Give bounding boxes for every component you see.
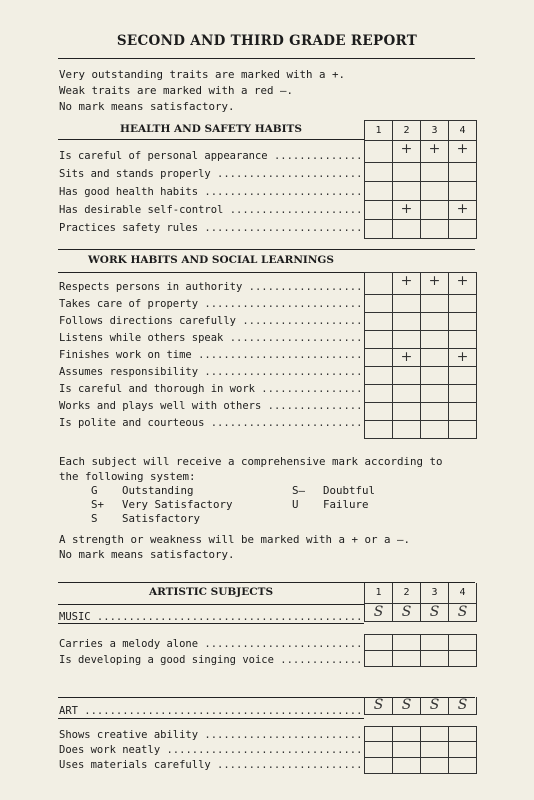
work-grid xyxy=(364,272,477,439)
mark-cell xyxy=(448,758,476,773)
mark-row xyxy=(365,421,476,439)
mark-cell xyxy=(392,313,420,330)
mark-row xyxy=(365,313,476,331)
column-number: 1 xyxy=(375,587,382,598)
mark-cell xyxy=(365,635,392,650)
grading-intro-line: Each subject will receive a comprehensive mark according to xyxy=(59,455,443,468)
mark-cell xyxy=(392,182,420,200)
grading-note-line: No mark means satisfactory. xyxy=(59,548,235,561)
grade-code: G xyxy=(91,484,98,497)
mark-cell xyxy=(420,182,448,200)
mark-cell xyxy=(420,635,448,650)
health-grid xyxy=(364,120,477,239)
mark-cell xyxy=(420,758,448,773)
mark-cell xyxy=(448,182,476,200)
mark-row xyxy=(365,651,476,667)
mark-cell: + xyxy=(448,273,476,294)
mark-cell xyxy=(420,220,448,238)
row-label: Practices safety rules ..... xyxy=(59,222,364,234)
mark-cell xyxy=(365,331,392,348)
intro-text xyxy=(59,67,345,115)
artistic-grid xyxy=(364,583,477,622)
mark-cell xyxy=(448,385,476,402)
mark-cell xyxy=(420,163,448,181)
grading-codes-left xyxy=(91,484,233,526)
grade-code-row xyxy=(91,498,233,512)
mark-cell: + xyxy=(448,141,476,162)
grade-code: S xyxy=(91,512,98,525)
row-label: Works and plays well with others ..... xyxy=(59,400,364,412)
music-mark: S xyxy=(392,604,420,621)
grading-intro-line: the following system: xyxy=(59,470,196,483)
mark-cell xyxy=(448,651,476,666)
mark-cell xyxy=(448,220,476,238)
mark-cell: + xyxy=(392,201,420,219)
mark-cell xyxy=(448,727,476,741)
column-number: 2 xyxy=(392,121,420,140)
row-label: Is careful of personal appearance ..... xyxy=(59,150,364,162)
mark-cell xyxy=(392,220,420,238)
mark-row xyxy=(365,403,476,421)
row-label: Takes care of property ..... xyxy=(59,298,364,310)
mark-cell xyxy=(365,182,392,200)
row-label: Is polite and courteous ..... xyxy=(59,417,364,429)
music-mark-row xyxy=(365,604,476,622)
art-mark: S xyxy=(392,697,420,714)
work-heading: WORK HABITS AND SOCIAL LEARNINGS xyxy=(88,254,334,266)
row-label: Listens while others speak ..... xyxy=(59,332,364,344)
grading-codes-right xyxy=(292,484,375,512)
mark-row xyxy=(365,385,476,403)
column-numbers xyxy=(365,120,476,141)
mark-row xyxy=(365,163,476,182)
row-label: Assumes responsibility ..... xyxy=(59,366,364,378)
intro-line: No mark means satisfactory. xyxy=(59,100,235,113)
mark-cell xyxy=(420,742,448,757)
mark-cell xyxy=(365,201,392,219)
mark-cell xyxy=(365,385,392,402)
mark-cell xyxy=(392,367,420,384)
mark-cell xyxy=(448,331,476,348)
art-mark-row xyxy=(365,697,476,715)
grade-code: S+ xyxy=(91,498,105,511)
column-number: 3 xyxy=(420,583,448,603)
row-label: Sits and stands properly ..... xyxy=(59,168,364,180)
row-label: Does work neatly ..... xyxy=(59,744,364,756)
column-number: 1 xyxy=(375,125,382,136)
mark-row xyxy=(365,758,476,774)
mark-cell xyxy=(448,635,476,650)
grade-meaning: Failure xyxy=(323,498,369,511)
row-label: Is developing a good singing voice ..... xyxy=(59,654,364,666)
row-label: Shows creative ability ..... xyxy=(59,729,364,741)
mark-cell xyxy=(420,295,448,312)
music-underline xyxy=(58,623,364,624)
mark-cell: + xyxy=(448,201,476,219)
mark-cell xyxy=(392,163,420,181)
mark-cell xyxy=(420,201,448,219)
mark-cell: + xyxy=(392,349,420,366)
artistic-heading: ARTISTIC SUBJECTS xyxy=(148,586,274,598)
column-numbers xyxy=(365,583,476,604)
mark-cell xyxy=(420,421,448,438)
mark-cell xyxy=(365,727,392,741)
mark-cell xyxy=(392,421,420,438)
mark-cell xyxy=(448,403,476,420)
column-number: 3 xyxy=(420,121,448,140)
art-underline xyxy=(58,718,364,719)
row-label: Has good health habits ..... xyxy=(59,186,364,198)
row-label: Has desirable self-control ..... xyxy=(59,204,364,216)
mark-cell xyxy=(365,758,392,773)
art-grid xyxy=(364,697,477,715)
mark-cell xyxy=(392,742,420,757)
grade-code: S— xyxy=(292,484,306,497)
mark-cell xyxy=(392,727,420,741)
grade-code-row xyxy=(292,484,375,498)
grading-intro xyxy=(59,454,443,484)
grade-meaning: Doubtful xyxy=(323,484,376,497)
mark-cell xyxy=(365,421,392,438)
row-label: Uses materials carefully ..... xyxy=(59,759,364,771)
mark-cell xyxy=(420,403,448,420)
mark-cell xyxy=(365,295,392,312)
artistic-heading-cell xyxy=(58,583,364,605)
health-heading: HEALTH AND SAFETY HABITS xyxy=(120,123,302,135)
mark-row xyxy=(365,742,476,758)
mark-cell xyxy=(448,742,476,757)
mark-row xyxy=(365,182,476,201)
intro-line: Very outstanding traits are marked with a +. xyxy=(59,68,346,81)
intro-line: Weak traits are marked with a red —. xyxy=(59,84,294,97)
mark-cell xyxy=(392,295,420,312)
mark-cell xyxy=(392,385,420,402)
row-label: Follows directions carefully ..... xyxy=(59,315,364,327)
mark-cell: + xyxy=(420,273,448,294)
mark-cell xyxy=(448,295,476,312)
mark-cell xyxy=(420,727,448,741)
mark-cell xyxy=(448,367,476,384)
art-items-grid xyxy=(364,726,477,774)
music-mark: S xyxy=(448,604,476,621)
music-mark: S xyxy=(420,604,448,621)
mark-cell xyxy=(420,367,448,384)
mark-row xyxy=(365,727,476,742)
music-items-grid xyxy=(364,634,477,667)
title-rule xyxy=(58,58,475,59)
column-number: 4 xyxy=(448,583,476,603)
mark-cell xyxy=(365,349,392,366)
grading-note xyxy=(59,532,410,562)
mark-row xyxy=(365,331,476,349)
music-mark: S xyxy=(373,604,384,620)
work-heading-cell xyxy=(58,250,364,273)
grading-note-line: A strength or weakness will be marked with a + or a —. xyxy=(59,533,411,546)
mark-cell xyxy=(365,403,392,420)
grade-meaning: Satisfactory xyxy=(122,512,201,525)
art-mark: S xyxy=(373,697,384,713)
grade-code: U xyxy=(292,498,299,511)
mark-row xyxy=(365,367,476,385)
page-title: SECOND AND THIRD GRADE REPORT xyxy=(116,33,418,49)
grade-meaning: Very Satisfactory xyxy=(122,498,233,511)
row-label: Is careful and thorough in work ..... xyxy=(59,383,364,395)
art-label: ART ..... xyxy=(59,705,364,717)
mark-row xyxy=(365,220,476,239)
mark-cell xyxy=(448,421,476,438)
health-heading-cell xyxy=(58,120,364,140)
row-label: Carries a melody alone ..... xyxy=(59,638,364,650)
mark-cell xyxy=(392,635,420,650)
grade-meaning: Outstanding xyxy=(122,484,194,497)
mark-cell xyxy=(420,331,448,348)
column-number: 2 xyxy=(392,583,420,603)
mark-cell: + xyxy=(448,349,476,366)
mark-cell xyxy=(392,331,420,348)
mark-cell xyxy=(365,141,392,162)
mark-row xyxy=(365,295,476,313)
mark-cell xyxy=(448,163,476,181)
mark-cell xyxy=(365,163,392,181)
mark-cell: + xyxy=(392,273,420,294)
mark-cell xyxy=(392,651,420,666)
column-number: 4 xyxy=(448,121,476,140)
mark-row xyxy=(365,635,476,651)
row-label: Finishes work on time ..... xyxy=(59,349,364,361)
mark-cell xyxy=(365,742,392,757)
mark-cell xyxy=(365,220,392,238)
mark-cell xyxy=(420,651,448,666)
grade-code-row xyxy=(292,498,375,512)
mark-cell xyxy=(392,758,420,773)
art-mark: S xyxy=(448,697,476,714)
mark-cell xyxy=(448,313,476,330)
mark-cell: + xyxy=(420,141,448,162)
row-label: Respects persons in authority ..... xyxy=(59,281,364,293)
mark-cell xyxy=(365,273,392,294)
mark-cell xyxy=(420,313,448,330)
mark-row xyxy=(365,349,476,367)
mark-cell xyxy=(365,367,392,384)
mark-cell xyxy=(392,403,420,420)
music-label: MUSIC ..... xyxy=(59,611,364,623)
mark-row xyxy=(365,141,476,163)
grade-code-row xyxy=(91,484,233,498)
mark-row xyxy=(365,273,476,295)
mark-cell xyxy=(365,313,392,330)
art-mark: S xyxy=(420,697,448,714)
mark-row xyxy=(365,201,476,220)
mark-cell xyxy=(420,385,448,402)
grade-code-row xyxy=(91,512,233,526)
mark-cell xyxy=(420,349,448,366)
mark-cell: + xyxy=(392,141,420,162)
mark-cell xyxy=(365,651,392,666)
